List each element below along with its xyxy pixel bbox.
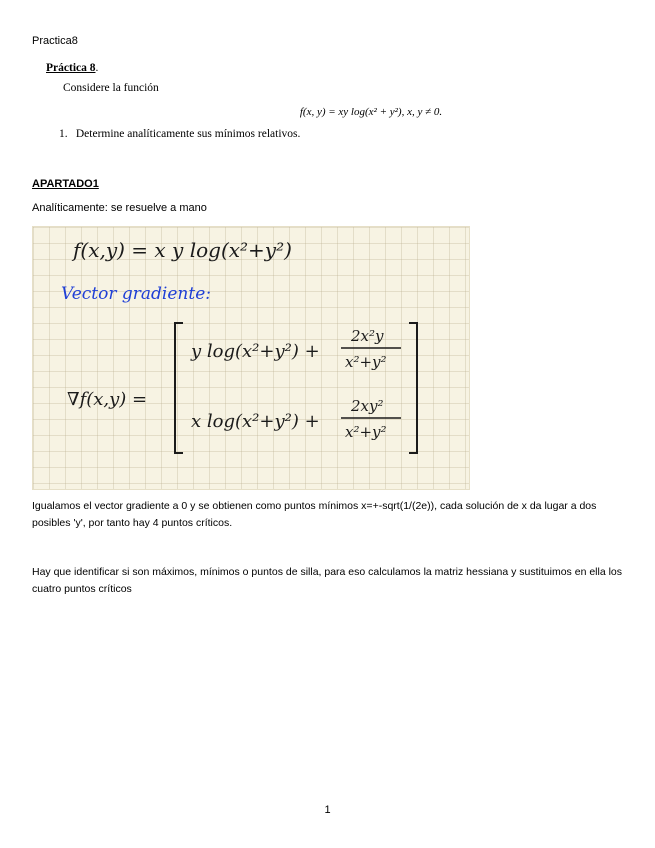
practice-statement: [46, 62, 606, 140]
paragraph-hessian: Hay que identificar si son máximos, mínimos o puntos de silla, para eso calculamos la matriz hessiana y sustituimos en ella los cuatro puntos críticos: [32, 566, 623, 595]
practice-title-suffix: .: [95, 62, 99, 74]
paragraph-critical-points: Igualamos el vector gradiente a 0 y se obtienen como puntos mínimos x=+-sqrt(1/(2e)), cada solución de x da lugar a dos posibles 'y', por tanto hay 4 puntos críticos.: [32, 500, 597, 529]
handwritten-row2-numerator: 2xy²: [351, 397, 384, 415]
practice-formula: f(x, y) = xy log(x² + y²), x, y ≠ 0.: [299, 106, 443, 118]
handwritten-row2-term: x log(x²+y²) +: [191, 411, 320, 432]
left-bracket-shape: [175, 323, 183, 453]
section-title: APARTADO1: [32, 178, 99, 190]
practice-item: [59, 128, 606, 140]
handwritten-row1-denominator: x²+y²: [345, 353, 387, 371]
section-subtitle: Analíticamente: se resuelve a mano: [32, 202, 207, 214]
handwritten-nabla: ∇f(x,y) =: [67, 389, 148, 410]
practice-intro: Considere la función: [63, 82, 159, 94]
practice-title: Práctica 8: [46, 62, 96, 74]
handwritten-row1-numerator: 2x²y: [351, 327, 384, 345]
handwritten-row1-term: y log(x²+y²) +: [191, 341, 320, 362]
document-title: Practica8: [32, 35, 78, 47]
practice-item-text: Determine analíticamente sus mínimos relativos.: [75, 128, 301, 140]
handwritten-row2-denominator: x²+y²: [345, 423, 387, 441]
handwritten-notes-drawing: [33, 227, 469, 489]
page-number: 1: [324, 804, 331, 816]
practice-item-number: 1.: [59, 128, 68, 140]
handwritten-gradient-label: Vector gradiente:: [61, 284, 211, 304]
handwritten-function: f(x,y) = x y log(x²+y²): [73, 238, 292, 262]
handwritten-notes-image: [32, 226, 470, 490]
right-bracket-shape: [409, 323, 417, 453]
